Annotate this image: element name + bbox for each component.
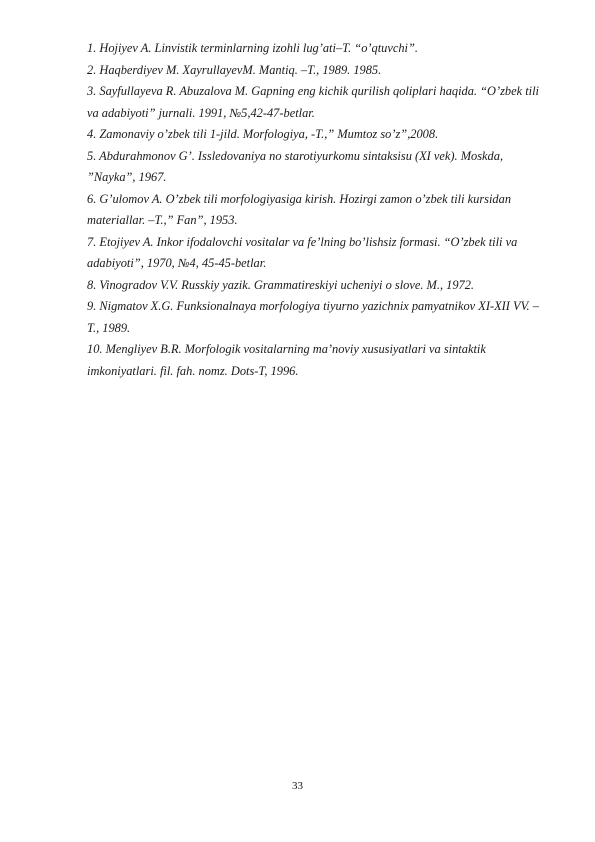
reference-item-6: 6. G’ulomov A. O’zbek tili morfologiyasiga kirish. Hozirgi zamon o’zbek tili kursidan materiallar. –T.,” Fan”, 1953. <box>87 191 512 227</box>
reference-item-8: 8. Vinogradov V.V. Russkiy yazik. Grammatireskiyi ucheniyi o slove. M., 1972. <box>87 277 475 292</box>
reference-item-3: 3. Sayfullayeva R. Abuzalova M. Gapning eng kichik qurilish qoliplari haqida. “O’zbek tili va adabiyoti” jurnali. 1991, №5,42-47-betlar. <box>87 84 539 120</box>
reference-item-7: 7. Etojiyev A. Inkor ifodalovchi vositalar va fe’lning bo’lishsiz formasi. “O’zbek tili va adabiyoti”, 1970, №4, 45-45-betlar. <box>87 234 518 270</box>
reference-item-5: 5. Abdurahmonov G’. Issledovaniya no starotiyurkomu sintaksisu (XI vek). Moskda, ”Nayka”, 1967. <box>87 148 504 184</box>
reference-item-2: 2. Haqberdiyev M. XayrullayevM. Mantiq. –T., 1989. 1985. <box>87 62 382 77</box>
reference-item-1: 1. Hojiyev A. Linvistik terminlarning izohli lug’ati–T. “o’qtuvchi”. <box>87 41 418 55</box>
reference-item-10: 10. Mengliyev B.R. Morfologik vositalarning ma’noviy xususiyatlari va sintaktik imkoniyatlari. fil. fah. nomz. Dots-T, 1996. <box>87 342 486 378</box>
reference-list <box>87 38 547 382</box>
page-number: 33 <box>292 780 303 792</box>
reference-item-9: 9. Nigmatov X.G. Funksionalnaya morfologiya tiyurno yazichnix pamyatnikov XI-XII VV. –T., 1989. <box>87 299 539 335</box>
reference-item-4: 4. Zamonaviy o’zbek tili 1-jild. Morfologiya, -T.,” Mumtoz so’z”,2008. <box>87 127 439 141</box>
